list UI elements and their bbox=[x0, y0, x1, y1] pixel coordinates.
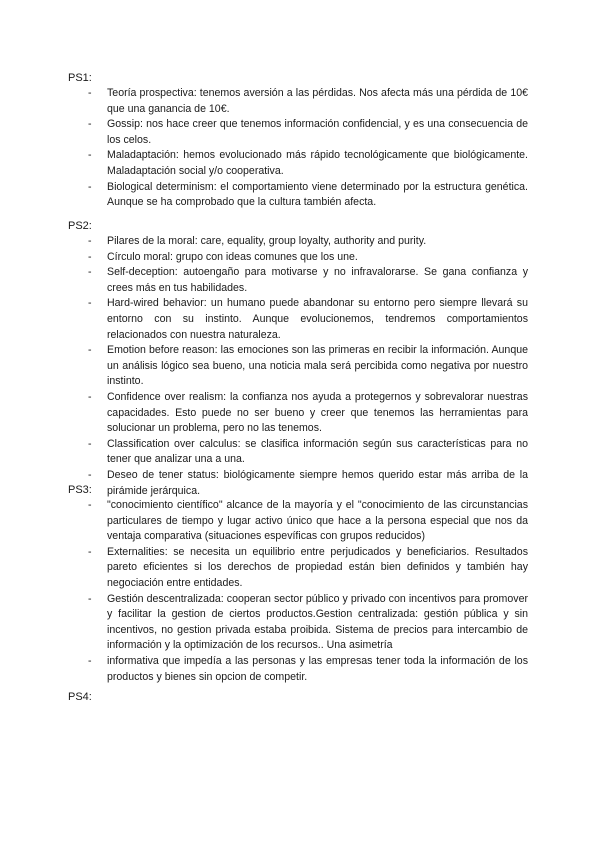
section-heading-ps2: PS2: bbox=[68, 220, 92, 232]
list-item bbox=[0, 545, 600, 592]
list-item-text: Externalities: se necesita un equilibrio entre perjudicados y beneficiarios. Resultados pareto eficientes si los derechos de propiedad están bien definidos y también hay negociación entre entidades. bbox=[107, 545, 528, 589]
list-item bbox=[0, 654, 600, 685]
list-item bbox=[0, 498, 600, 545]
dash-bullet: - bbox=[88, 654, 92, 667]
list-item bbox=[0, 437, 600, 468]
list-item bbox=[0, 250, 600, 266]
list-item-text: "conocimiento científico" alcance de la mayoría y el "conocimiento de las circunstancias particulares de tiempo y lugar activo único que hace a la persona especial que nos da ventaja comparativa (situaciones espevíficas con grupos reducidos) bbox=[107, 499, 528, 543]
section-heading-ps1: PS1: bbox=[68, 72, 92, 84]
dash-bullet: - bbox=[88, 592, 92, 605]
dash-bullet: - bbox=[88, 437, 92, 450]
dash-bullet: - bbox=[88, 87, 92, 99]
section-list-ps3 bbox=[0, 498, 600, 685]
dash-bullet: - bbox=[88, 390, 92, 403]
dash-bullet: - bbox=[88, 545, 92, 558]
list-item-text: Deseo de tener status: biológicamente siempre hemos querido estar más arriba de la pirámide jerárquica. bbox=[107, 468, 528, 497]
list-item-text: Hard-wired behavior: un humano puede abandonar su entorno pero siempre llevará su entorno con su instinto. Aunque evolucionemos, tendremos comportamientos relacionados con nuestra naturaleza. bbox=[107, 297, 528, 341]
list-item bbox=[0, 343, 600, 390]
list-item-text: Círculo moral: grupo con ideas comunes que los une. bbox=[107, 250, 358, 263]
dash-bullet: - bbox=[88, 266, 92, 279]
list-item bbox=[0, 296, 600, 343]
list-item bbox=[0, 117, 600, 148]
list-item bbox=[0, 180, 600, 211]
dash-bullet: - bbox=[88, 118, 92, 131]
list-item-text: Classification over calculus: se clasifica información según sus características para no tener que analizar una a una. bbox=[107, 437, 528, 466]
dash-bullet: - bbox=[88, 344, 92, 357]
section-heading-ps3: PS3: bbox=[68, 484, 92, 496]
list-item bbox=[0, 390, 600, 437]
list-item bbox=[0, 86, 600, 117]
list-item bbox=[0, 148, 600, 179]
dash-bullet: - bbox=[88, 250, 92, 263]
list-item-text: Confidence over realism: la confianza nos ayuda a protegernos y sobrevalorar nuestras capacidades. Esto puede no ser bueno y creer que tenemos las herramientas para solucionar un problema, pero no las tenemos. bbox=[107, 390, 528, 435]
dash-bullet: - bbox=[88, 235, 92, 247]
list-item-text: informativa que impedía a las personas y las empresas tener toda la información de los productos y bienes sin opcion de competir. bbox=[107, 654, 528, 683]
list-item bbox=[0, 592, 600, 654]
list-item bbox=[0, 234, 600, 250]
dash-bullet: - bbox=[88, 180, 92, 193]
list-item-text: Teoría prospectiva: tenemos aversión a las pérdidas. Nos afecta más una pérdida de 10€ que una ganancia de 10€. bbox=[107, 87, 528, 115]
list-item-text: Emotion before reason: las emociones son las primeras en recibir la información. Aunque un análisis lógico sea bueno, una noticia mala será percibida como negativa por nuestro instinto. bbox=[107, 344, 528, 388]
list-item-text: Pilares de la moral: care, equality, group loyalty, authority and purity. bbox=[107, 235, 427, 247]
list-item-text: Gossip: nos hace creer que tenemos información confidencial, y es una consecuencia de los celos. bbox=[107, 118, 528, 146]
dash-bullet: - bbox=[88, 297, 92, 310]
list-item-text: Biological determinism: el comportamiento viene determinado por la estructura genética. Aunque se ha comprobado que la cultura también afecta. bbox=[107, 180, 528, 209]
list-item-text: Self-deception: autoengaño para motivarse y no infravalorarse. Se gana confianza y crees más en tus habilidades. bbox=[107, 266, 528, 294]
list-item bbox=[0, 265, 600, 296]
section-list-ps1 bbox=[0, 86, 600, 211]
dash-bullet: - bbox=[88, 499, 92, 511]
list-item-text: Maladaptación: hemos evolucionado más rápido tecnológicamente que biológicamente. Maladaptación social y/o cooperativa. bbox=[107, 149, 528, 177]
list-item-text: Gestión descentralizada: cooperan sector público y privado con incentivos para promover y facilitar la gestion de ciertos productos.Gestion centralizada: gestión pública y sin incentivos, no gestion privada estaba proibida. Sistema de precios para intercambio de información y la optimización de los recursos.. Una asimetría bbox=[107, 592, 528, 652]
dash-bullet: - bbox=[88, 468, 92, 481]
dash-bullet: - bbox=[88, 149, 92, 162]
section-list-ps2 bbox=[0, 234, 600, 499]
section-heading-ps4: PS4: bbox=[68, 691, 92, 703]
